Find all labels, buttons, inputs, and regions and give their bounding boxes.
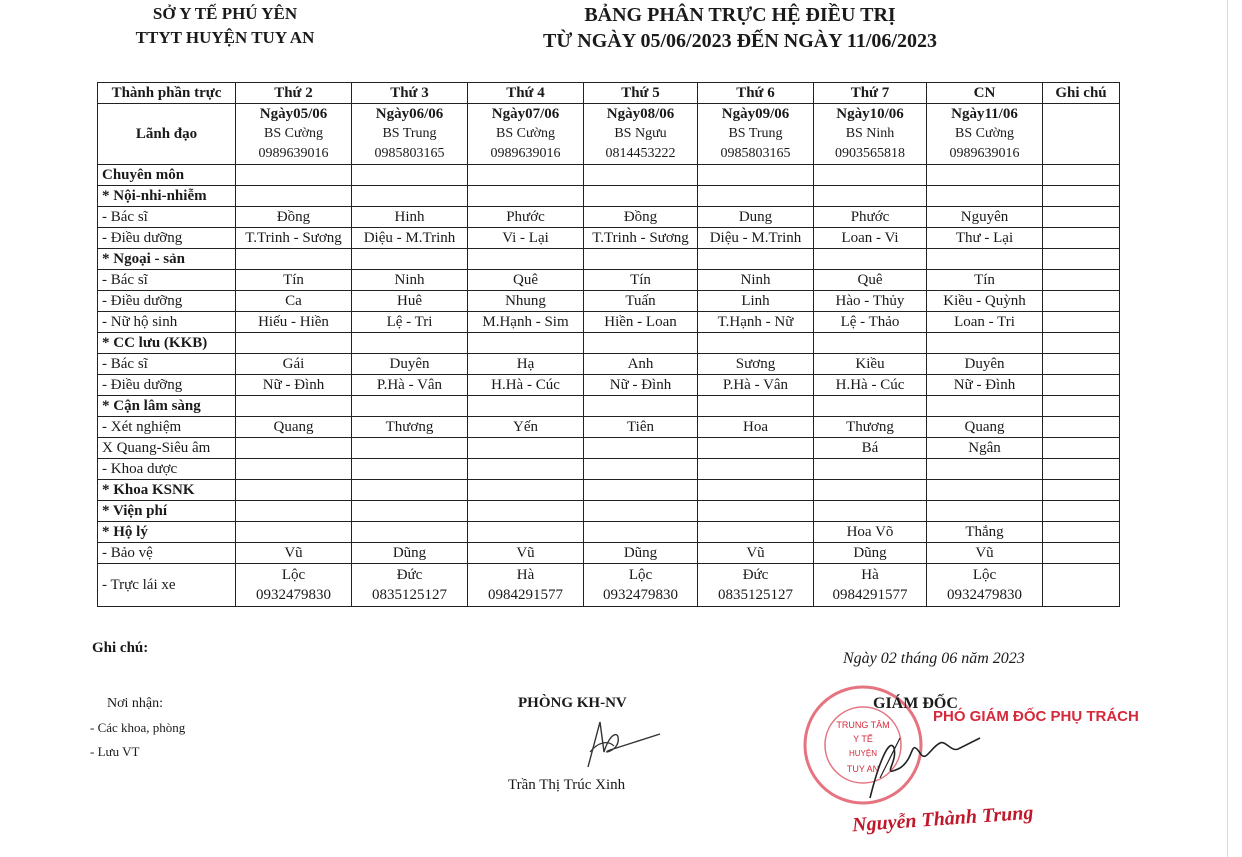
leader-line: 0814453222 — [605, 146, 676, 161]
duty-cell — [468, 459, 584, 480]
roster-row — [98, 417, 1120, 438]
row-label: - Bác sĩ — [98, 354, 236, 375]
duty-cell — [927, 459, 1043, 480]
row-label: * CC lưu (KKB) — [98, 333, 236, 354]
roster-row — [98, 165, 1120, 186]
leader-cell — [814, 104, 927, 165]
leader-line: 0985803165 — [374, 146, 445, 161]
duty-cell: Nữ - Đình — [236, 375, 352, 396]
duty-cell — [584, 165, 698, 186]
duty-cell: Anh — [584, 354, 698, 375]
roster-row — [98, 459, 1120, 480]
duty-cell: Kiều - Quỳnh — [927, 291, 1043, 312]
scan-edge-line — [1227, 0, 1228, 857]
notes-cell — [1043, 207, 1120, 228]
duty-cell — [698, 396, 814, 417]
driver-cell — [584, 564, 698, 607]
roster-row — [98, 375, 1120, 396]
duty-cell — [468, 438, 584, 459]
duty-cell: Tiên — [584, 417, 698, 438]
row-label: - Nữ hộ sinh — [98, 312, 236, 333]
driver-line: 0932479830 — [603, 587, 678, 603]
duty-cell — [814, 396, 927, 417]
row-label: - Bảo vệ — [98, 543, 236, 564]
roster-row — [98, 207, 1120, 228]
duty-cell — [236, 186, 352, 207]
driver-cell — [814, 564, 927, 607]
leader-line: BS Trung — [382, 126, 437, 141]
duty-cell — [468, 333, 584, 354]
leader-cell — [584, 104, 698, 165]
row-label: * Viện phí — [98, 501, 236, 522]
duty-cell: Vũ — [236, 543, 352, 564]
duty-cell — [352, 438, 468, 459]
duty-cell: Hoa Võ — [814, 522, 927, 543]
notes-cell — [1043, 564, 1120, 607]
leader-line: Ngày10/06 — [836, 106, 904, 122]
duty-cell — [927, 333, 1043, 354]
duty-cell: Phước — [814, 207, 927, 228]
row-label: - Xét nghiệm — [98, 417, 236, 438]
duty-cell: Hoa — [698, 417, 814, 438]
corner-label: Thành phần trực — [98, 83, 236, 104]
row-label: - Bác sĩ — [98, 207, 236, 228]
duty-cell: Lệ - Thảo — [814, 312, 927, 333]
duty-cell: Nguyên — [927, 207, 1043, 228]
duty-cell — [814, 186, 927, 207]
driver-cell — [352, 564, 468, 607]
duty-cell: Hào - Thủy — [814, 291, 927, 312]
duty-cell — [927, 501, 1043, 522]
leader-cell — [236, 104, 352, 165]
roster-row — [98, 333, 1120, 354]
row-label: X Quang-Siêu âm — [98, 438, 236, 459]
duty-cell: Quang — [927, 417, 1043, 438]
duty-cell: Đồng — [236, 207, 352, 228]
duty-cell: Tuấn — [584, 291, 698, 312]
duty-cell — [236, 480, 352, 501]
leader-line: BS Cường — [955, 126, 1014, 141]
duty-cell: Nhung — [468, 291, 584, 312]
driver-cell — [236, 564, 352, 607]
director-title: GIÁM ĐỐC — [873, 695, 958, 712]
roster-row — [98, 312, 1120, 333]
duty-cell: Duyên — [927, 354, 1043, 375]
duty-cell — [698, 438, 814, 459]
duty-cell: Diệu - M.Trinh — [352, 228, 468, 249]
duty-cell — [236, 522, 352, 543]
leader-line: Ngày11/06 — [951, 106, 1018, 122]
leader-line: Ngày09/06 — [721, 106, 790, 122]
duty-cell: Đồng — [584, 207, 698, 228]
duty-cell: T.Trinh - Sương — [236, 228, 352, 249]
notes-cell — [1043, 186, 1120, 207]
roster-row — [98, 291, 1120, 312]
duty-cell: Thắng — [927, 522, 1043, 543]
duty-cell — [814, 459, 927, 480]
duty-cell — [814, 480, 927, 501]
driver-line: Hà — [861, 567, 879, 583]
leader-line: BS Cường — [496, 126, 555, 141]
leader-line: 0989639016 — [490, 146, 561, 161]
duty-cell: Quê — [468, 270, 584, 291]
duty-cell — [698, 522, 814, 543]
notes-cell — [1043, 543, 1120, 564]
dept-title: PHÒNG KH-NV — [518, 695, 627, 711]
duty-cell: Vi - Lại — [468, 228, 584, 249]
duty-cell — [584, 249, 698, 270]
roster-row — [98, 186, 1120, 207]
duty-cell — [352, 501, 468, 522]
organization-header — [110, 2, 340, 50]
notes-cell — [1043, 291, 1120, 312]
duty-cell — [584, 459, 698, 480]
row-label: - Khoa dược — [98, 459, 236, 480]
roster-row — [98, 354, 1120, 375]
notes-cell — [1043, 375, 1120, 396]
drivers-row — [98, 564, 1120, 607]
duty-cell — [236, 438, 352, 459]
duty-cell — [927, 249, 1043, 270]
svg-text:HUYỆN: HUYỆN — [848, 749, 878, 758]
duty-cell — [698, 165, 814, 186]
org-line-1: SỞ Y TẾ PHÚ YÊN — [152, 4, 298, 23]
leader-cell — [468, 104, 584, 165]
duty-cell: Hiền - Loan — [584, 312, 698, 333]
duty-cell: T.Trinh - Sương — [584, 228, 698, 249]
header-row — [98, 83, 1120, 104]
day-name-header: Thứ 5 — [584, 83, 698, 104]
leader-cell — [927, 104, 1043, 165]
duty-cell: Vũ — [698, 543, 814, 564]
duty-cell — [927, 165, 1043, 186]
director-signer: Nguyễn Thành Trung — [851, 801, 1035, 837]
roster-row — [98, 438, 1120, 459]
duty-cell — [468, 249, 584, 270]
duty-cell: Tín — [927, 270, 1043, 291]
duty-cell: Duyên — [352, 354, 468, 375]
driver-line: 0835125127 — [718, 587, 793, 603]
duty-cell — [698, 501, 814, 522]
duty-cell — [814, 501, 927, 522]
duty-cell: Thương — [352, 417, 468, 438]
duty-cell — [814, 249, 927, 270]
drivers-label: - Trực lái xe — [98, 564, 236, 607]
issue-date: Ngày 02 tháng 06 năm 2023 — [843, 650, 1025, 667]
notes-cell — [1043, 522, 1120, 543]
recipients-title: Nơi nhận: — [107, 696, 164, 711]
duty-cell: M.Hạnh - Sim — [468, 312, 584, 333]
duty-cell: Tín — [584, 270, 698, 291]
duty-cell — [584, 522, 698, 543]
leader-cell — [698, 104, 814, 165]
driver-cell — [468, 564, 584, 607]
duty-cell: Yến — [468, 417, 584, 438]
duty-cell: Gái — [236, 354, 352, 375]
duty-cell: T.Hạnh - Nữ — [698, 312, 814, 333]
row-label: - Bác sĩ — [98, 270, 236, 291]
duty-cell — [584, 501, 698, 522]
duty-cell — [236, 501, 352, 522]
recipient-item: - Các khoa, phòng — [90, 720, 186, 735]
notes-cell — [1043, 249, 1120, 270]
duty-cell: Tín — [236, 270, 352, 291]
driver-line: Đức — [396, 567, 423, 583]
dept-signer: Trần Thị Trúc Xinh — [508, 777, 626, 793]
duty-cell — [698, 249, 814, 270]
duty-cell — [236, 459, 352, 480]
duty-cell — [814, 165, 927, 186]
duty-cell — [698, 186, 814, 207]
duty-cell — [698, 459, 814, 480]
notes-label: Ghi chú: — [92, 640, 149, 656]
duty-cell: Nữ - Đình — [927, 375, 1043, 396]
roster-row — [98, 396, 1120, 417]
duty-cell — [236, 333, 352, 354]
notes-cell — [1043, 104, 1120, 165]
duty-cell: P.Hà - Vân — [352, 375, 468, 396]
driver-line: Lộc — [972, 567, 997, 583]
roster-row — [98, 228, 1120, 249]
day-name-header: Thứ 3 — [352, 83, 468, 104]
duty-cell — [352, 249, 468, 270]
duty-cell: Loan - Tri — [927, 312, 1043, 333]
notes-cell — [1043, 396, 1120, 417]
duty-cell — [584, 438, 698, 459]
duty-cell: Dũng — [352, 543, 468, 564]
leader-line: BS Ninh — [845, 126, 895, 141]
duty-cell — [698, 333, 814, 354]
notes-cell — [1043, 228, 1120, 249]
duty-cell: Nữ - Đình — [584, 375, 698, 396]
row-label: * Hộ lý — [98, 522, 236, 543]
leaders-label: Lãnh đạo — [98, 104, 236, 165]
duty-cell — [352, 333, 468, 354]
duty-cell — [927, 186, 1043, 207]
duty-cell: Hiếu - Hiền — [236, 312, 352, 333]
leader-cell — [352, 104, 468, 165]
duty-cell — [468, 186, 584, 207]
driver-line: Hà — [516, 567, 535, 583]
duty-cell: Quê — [814, 270, 927, 291]
leader-line: 0985803165 — [720, 146, 791, 161]
duty-cell: Ninh — [698, 270, 814, 291]
duty-cell — [468, 480, 584, 501]
duty-cell — [468, 501, 584, 522]
duty-cell: Thư - Lại — [927, 228, 1043, 249]
leader-line: Ngày06/06 — [375, 106, 444, 122]
driver-line: 0984291577 — [832, 587, 908, 603]
notes-cell — [1043, 312, 1120, 333]
duty-cell: H.Hà - Cúc — [468, 375, 584, 396]
driver-line: Lộc — [628, 567, 653, 583]
roster-row — [98, 543, 1120, 564]
dept-signature — [570, 712, 670, 772]
director-signature — [860, 718, 990, 808]
duty-cell: Phước — [468, 207, 584, 228]
duty-cell — [236, 249, 352, 270]
row-label: - Điều dưỡng — [98, 291, 236, 312]
duty-cell: Ninh — [352, 270, 468, 291]
day-name-header: Thứ 6 — [698, 83, 814, 104]
driver-line: 0932479830 — [256, 587, 331, 603]
duty-cell: Hinh — [352, 207, 468, 228]
duty-cell: Ngân — [927, 438, 1043, 459]
notes-cell — [1043, 270, 1120, 291]
roster-row — [98, 522, 1120, 543]
duty-cell: H.Hà - Cúc — [814, 375, 927, 396]
duty-cell — [814, 333, 927, 354]
notes-cell — [1043, 165, 1120, 186]
notes-cell — [1043, 417, 1120, 438]
duty-cell: Loan - Vi — [814, 228, 927, 249]
duty-cell — [698, 480, 814, 501]
driver-line: 0835125127 — [372, 587, 447, 603]
roster-row — [98, 480, 1120, 501]
driver-cell — [927, 564, 1043, 607]
notes-header: Ghi chú — [1043, 83, 1120, 104]
duty-cell: Kiều — [814, 354, 927, 375]
duty-cell: Sương — [698, 354, 814, 375]
duty-cell — [352, 480, 468, 501]
svg-text:Y TẾ: Y TẾ — [853, 734, 873, 744]
leaders-row — [98, 104, 1120, 165]
row-label: * Cận lâm sàng — [98, 396, 236, 417]
duty-cell — [352, 165, 468, 186]
notes-cell — [1043, 501, 1120, 522]
duty-roster-table — [97, 82, 1120, 607]
duty-cell — [236, 396, 352, 417]
duty-cell: Linh — [698, 291, 814, 312]
duty-cell: Huê — [352, 291, 468, 312]
duty-cell: Vũ — [468, 543, 584, 564]
duty-cell — [468, 396, 584, 417]
leader-line: Ngày05/06 — [259, 106, 328, 122]
roster-row — [98, 270, 1120, 291]
leader-line: BS Trung — [728, 126, 783, 141]
leader-line: BS Cường — [264, 126, 323, 141]
driver-cell — [698, 564, 814, 607]
duty-cell: Dũng — [584, 543, 698, 564]
document-title: BẢNG PHÂN TRỰC HỆ ĐIỀU TRỊ — [584, 4, 896, 26]
driver-line: 0984291577 — [488, 587, 563, 603]
duty-cell — [236, 165, 352, 186]
duty-cell: Bá — [814, 438, 927, 459]
leader-line: Ngày07/06 — [491, 106, 560, 122]
row-label: Chuyên môn — [98, 165, 236, 186]
day-name-header: CN — [927, 83, 1043, 104]
leader-line: 0903565818 — [835, 146, 905, 161]
duty-cell — [927, 396, 1043, 417]
day-name-header: Thứ 7 — [814, 83, 927, 104]
row-label: * Ngoại - sản — [98, 249, 236, 270]
row-label: - Điều dưỡng — [98, 375, 236, 396]
leader-line: 0989639016 — [949, 146, 1020, 161]
duty-cell: Dũng — [814, 543, 927, 564]
duty-cell — [468, 522, 584, 543]
duty-cell — [352, 522, 468, 543]
duty-cell — [584, 396, 698, 417]
day-name-header: Thứ 2 — [236, 83, 352, 104]
roster-row — [98, 501, 1120, 522]
duty-cell — [584, 333, 698, 354]
duty-cell: Quang — [236, 417, 352, 438]
duty-cell: Lệ - Tri — [352, 312, 468, 333]
document-title-block — [440, 2, 1040, 54]
row-label: * Khoa KSNK — [98, 480, 236, 501]
driver-line: Lộc — [281, 567, 306, 583]
duty-cell — [352, 186, 468, 207]
roster-row — [98, 249, 1120, 270]
notes-cell — [1043, 438, 1120, 459]
driver-line: 0932479830 — [947, 587, 1022, 603]
notes-cell — [1043, 354, 1120, 375]
notes-cell — [1043, 480, 1120, 501]
duty-cell — [352, 396, 468, 417]
document-subtitle: TỪ NGÀY 05/06/2023 ĐẾN NGÀY 11/06/2023 — [543, 30, 937, 52]
leader-line: Ngày08/06 — [606, 106, 675, 122]
leader-line: 0989639016 — [258, 146, 329, 161]
day-name-header: Thứ 4 — [468, 83, 584, 104]
duty-cell — [584, 186, 698, 207]
duty-cell — [584, 480, 698, 501]
duty-cell: P.Hà - Vân — [698, 375, 814, 396]
duty-cell — [352, 459, 468, 480]
svg-text:TUY AN: TUY AN — [846, 764, 880, 774]
duty-cell: Ca — [236, 291, 352, 312]
duty-cell: Vũ — [927, 543, 1043, 564]
duty-cell — [468, 165, 584, 186]
duty-cell: Dung — [698, 207, 814, 228]
svg-text:TRUNG TÂM: TRUNG TÂM — [836, 720, 890, 730]
org-line-2: TTYT HUYỆN TUY AN — [135, 28, 315, 47]
deputy-stamp: PHÓ GIÁM ĐỐC PHỤ TRÁCH — [933, 708, 1139, 725]
duty-cell: Thương — [814, 417, 927, 438]
leader-line: BS Ngưu — [614, 126, 667, 141]
row-label: - Điều dưỡng — [98, 228, 236, 249]
driver-line: Đức — [742, 567, 769, 583]
duty-cell: Diệu - M.Trinh — [698, 228, 814, 249]
duty-cell: Hạ — [468, 354, 584, 375]
notes-cell — [1043, 459, 1120, 480]
row-label: * Nội-nhi-nhiễm — [98, 186, 236, 207]
duty-cell — [927, 480, 1043, 501]
recipient-item: - Lưu VT — [90, 744, 140, 759]
notes-cell — [1043, 333, 1120, 354]
